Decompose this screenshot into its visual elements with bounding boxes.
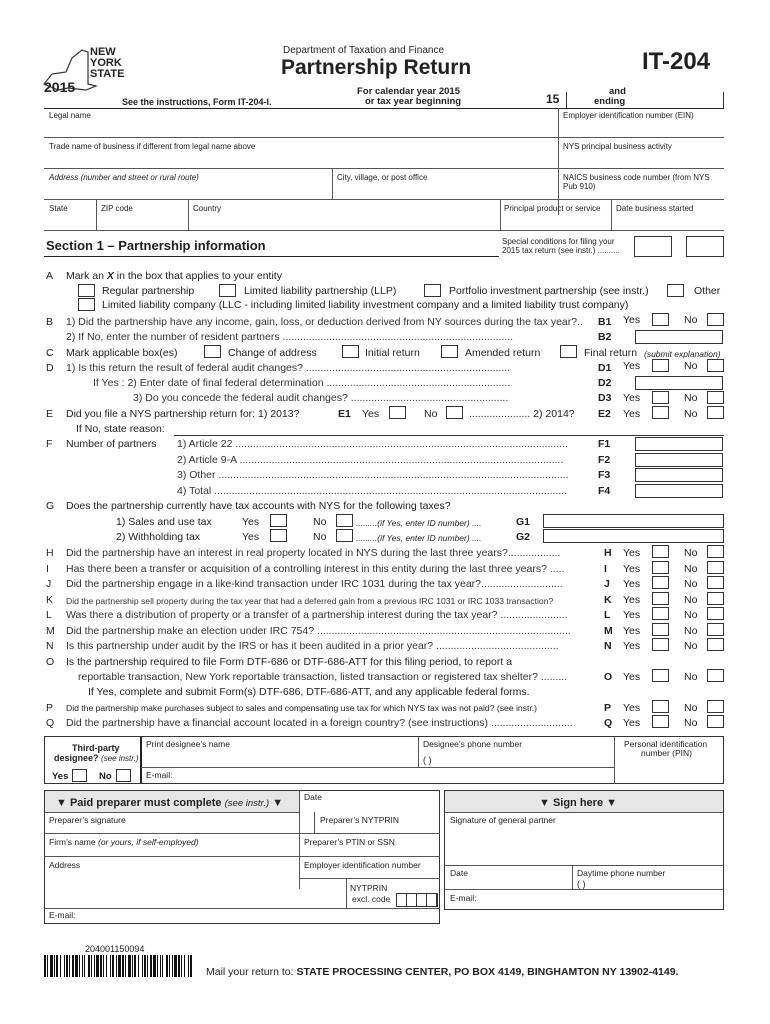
row-d1-text: 1) Is this return the result of federal audit changes? ......................................................................	[66, 362, 511, 374]
calendar-year: For calendar year 2015	[357, 86, 460, 97]
row-no-checkbox[interactable]	[707, 638, 724, 651]
barcode-bar	[169, 955, 170, 977]
barcode-bar	[153, 955, 156, 977]
g1-id-field[interactable]	[543, 514, 724, 528]
row-question: Did the partnership sell property during the tax year that had a deferred gain from a previous IRC 1031 or IRC 1033 transaction?	[66, 595, 554, 606]
change-address-label: Change of address	[228, 347, 317, 359]
row-letter: J	[46, 578, 52, 590]
row-letter: I	[46, 562, 49, 575]
e-reason-field[interactable]	[174, 420, 724, 436]
code-g1: G1	[516, 516, 531, 528]
row-letter: M	[46, 624, 55, 637]
row-d2-text: If Yes : 2) Enter date of final federal determination ...............................................................	[93, 377, 511, 389]
g2-note: .........(if Yes, enter ID number) ....	[356, 533, 482, 543]
row-letter: H	[46, 547, 54, 559]
change-address-checkbox[interactable]	[204, 345, 221, 358]
row-code: N	[604, 640, 612, 652]
d2-answer-box[interactable]	[635, 376, 723, 390]
f-row-label: 3) Other ........................................................................................................................	[177, 469, 569, 481]
barcode-bar	[157, 955, 158, 977]
no-e1-checkbox[interactable]	[446, 406, 463, 419]
preparer-signature-label: Preparer’s signature	[49, 815, 126, 825]
barcode-bar	[150, 955, 152, 977]
barcode-bar	[174, 955, 177, 977]
no-o-label: No	[684, 671, 698, 683]
row-no-label: No	[684, 547, 698, 559]
row-yes-checkbox[interactable]	[652, 638, 669, 651]
code-d1: D1	[598, 362, 612, 374]
ending-label: ending	[594, 96, 626, 107]
preparer-email-label: E-mail:	[49, 910, 76, 920]
barcode-bar	[96, 955, 99, 977]
f-row-answer-box[interactable]	[635, 437, 723, 451]
code-p: P	[604, 702, 612, 714]
f-row-code: F2	[598, 453, 611, 466]
row-a-letter: A	[46, 270, 54, 282]
yes-e2-label: Yes	[623, 408, 641, 420]
see-instructions: See the instructions, Form IT-204-I.	[122, 97, 272, 107]
row-b1-text: 1) Did the partnership have any income, gain, loss, or deduction derived from NY sources during the tax year?..	[66, 316, 583, 328]
barcode-bar	[88, 955, 90, 977]
no-e2-label: No	[684, 408, 698, 420]
barcode-bar	[44, 955, 46, 977]
regular-partnership-checkbox[interactable]	[78, 284, 95, 297]
no-d3-label: No	[684, 392, 698, 404]
f-row-label: 1) Article 22 ..................................................................................................................	[177, 438, 568, 450]
barcode-bar	[172, 955, 173, 977]
designee-phone-format[interactable]: ( )	[423, 755, 432, 765]
row-yes-label: Yes	[623, 609, 641, 621]
special-conditions-2: 2015 tax return (see instr.) ..........	[502, 246, 620, 255]
no-e2-checkbox[interactable]	[707, 406, 724, 419]
yes-d1-checkbox[interactable]	[652, 359, 669, 372]
row-no-checkbox[interactable]	[707, 623, 724, 636]
barcode-bar	[54, 955, 55, 977]
barcode-bar	[100, 955, 102, 977]
barcode-bar	[118, 955, 121, 977]
designee-email-label: E-mail:	[146, 770, 173, 780]
preparer-date-label: Date	[304, 792, 322, 802]
designee-no-checkbox[interactable]	[116, 769, 131, 782]
f-row-label: 4) Total .........................................................................................................................	[177, 484, 568, 497]
general-partner-signature-label: Signature of general partner	[450, 815, 556, 825]
row-b-letter: B	[46, 316, 54, 328]
barcode-number: 204001150094	[85, 944, 145, 954]
final-return-note: (submit explanation)	[644, 349, 721, 359]
yes-g1-label: Yes	[242, 516, 260, 528]
code-o: O	[604, 671, 613, 683]
barcode-bar	[64, 955, 65, 977]
row-q-letter: Q	[46, 717, 55, 729]
barcode-bar	[84, 955, 85, 977]
yes-d3-label: Yes	[623, 392, 641, 404]
row-e-text: Did you file a NYS partnership return for: 1) 2013?	[66, 408, 300, 420]
yes-o-label: Yes	[623, 671, 641, 683]
row-c-text: Mark applicable box(es)	[66, 347, 178, 359]
barcode-bar	[66, 955, 68, 977]
yes-d1-label: Yes	[623, 360, 641, 372]
form-year: 2015	[44, 79, 76, 95]
legal-name-label: Legal name	[49, 111, 91, 120]
designee-no-label: No	[99, 771, 112, 782]
row-yes-checkbox[interactable]	[652, 576, 669, 589]
row-yes-checkbox[interactable]	[652, 545, 669, 558]
row-no-checkbox[interactable]	[707, 592, 724, 605]
logo-york: YORK	[90, 57, 122, 69]
f-row-answer-box[interactable]	[635, 484, 723, 498]
other-entity-label: Other	[694, 285, 721, 297]
barcode-bar	[160, 955, 161, 977]
row-no-label: No	[684, 578, 698, 590]
f-row-answer-box[interactable]	[635, 453, 723, 467]
final-return-checkbox[interactable]	[560, 345, 577, 358]
designee-pin-label-2: number (PIN)	[641, 748, 693, 758]
firm-name-label: Firm’s name (or yours, if self-employed)	[49, 837, 199, 847]
barcode-bar	[82, 955, 83, 977]
row-no-checkbox[interactable]	[707, 561, 724, 574]
row-no-label: No	[684, 609, 698, 621]
yes-g2-checkbox[interactable]	[270, 529, 287, 542]
zip-label: ZIP code	[101, 204, 133, 213]
row-code: K	[604, 593, 612, 606]
row-f-text: Number of partners	[66, 438, 157, 450]
state-label: State	[49, 204, 68, 213]
row-q-text: Did the partnership have a financial account located in a foreign country? (see instructions) ............................	[66, 717, 573, 729]
year-box-value: 15	[546, 92, 560, 106]
barcode-bar	[91, 955, 92, 977]
barcode-bar	[94, 955, 95, 977]
trade-name-label: Trade name of business if different from legal name above	[49, 142, 256, 151]
yes-e1-checkbox[interactable]	[389, 406, 406, 419]
row-question: Did the partnership have an interest in real property located in NYS during the last three years?..................	[66, 547, 561, 559]
row-yes-label: Yes	[623, 624, 641, 637]
yes-d3-checkbox[interactable]	[652, 391, 669, 404]
barcode-bar	[60, 955, 61, 977]
row-no-checkbox[interactable]	[707, 545, 724, 558]
no-p-checkbox[interactable]	[707, 700, 724, 713]
row-letter: N	[46, 640, 54, 652]
no-q-label: No	[684, 717, 698, 729]
row-o-line1: Is the partnership required to file Form DTF-686 or DTF-686-ATT for this filing period, to report a	[66, 656, 513, 668]
barcode-bar	[190, 955, 192, 977]
principal-activity-label: NYS principal business activity	[563, 142, 672, 151]
row-p-letter: P	[46, 702, 54, 714]
mail-address: Mail your return to: STATE PROCESSING CENTER, PO BOX 4149, BINGHAMTON NY 13902-4149.	[206, 966, 679, 978]
amended-return-label: Amended return	[465, 347, 541, 359]
no-g2-label: No	[313, 531, 327, 543]
row-e2-text: ..................... 2) 2014?	[469, 408, 575, 420]
code-b2: B2	[598, 331, 612, 343]
barcode-bar	[122, 955, 124, 977]
b2-answer-box[interactable]	[635, 330, 723, 344]
logo-new: NEW	[90, 46, 116, 58]
row-no-label: No	[684, 624, 698, 637]
city-label: City, village, or post office	[337, 173, 428, 182]
designee-yes-label: Yes	[52, 771, 69, 782]
row-f-letter: F	[46, 438, 53, 450]
designee-label-1: Third-party	[72, 743, 120, 753]
llc-checkbox[interactable]	[78, 298, 95, 311]
portfolio-partnership-checkbox[interactable]	[424, 284, 441, 297]
row-yes-checkbox[interactable]	[652, 623, 669, 636]
initial-return-label: Initial return	[365, 347, 420, 359]
sign-here-header: ▼ Sign here ▼	[539, 797, 618, 809]
barcode-bar	[116, 955, 117, 977]
no-d3-checkbox[interactable]	[707, 391, 724, 404]
no-o-checkbox[interactable]	[707, 669, 724, 682]
row-no-label: No	[684, 562, 698, 575]
yes-e1-label: Yes	[362, 408, 380, 420]
barcode-bar	[138, 955, 139, 977]
barcode-bar	[128, 955, 131, 977]
barcode-bar	[132, 955, 133, 977]
naics-label: NAICS business code number (from NYS Pub 910)	[563, 173, 710, 191]
barcode-bar	[125, 955, 126, 977]
yes-e2-checkbox[interactable]	[652, 406, 669, 419]
address-label: Address (number and street or rural route)	[49, 173, 199, 182]
row-letter: L	[46, 609, 52, 621]
f-row-answer-box[interactable]	[635, 468, 723, 482]
amended-return-checkbox[interactable]	[441, 345, 458, 358]
designee-phone-label: Designee’s phone number	[423, 739, 523, 749]
portfolio-partnership-label: Portfolio investment partnership (see instr.)	[449, 285, 649, 297]
preparer-ein-label: Employer identification number	[304, 860, 421, 870]
code-b1: B1	[598, 316, 612, 328]
special-cond-box-2[interactable]	[686, 236, 724, 257]
no-b1-checkbox[interactable]	[707, 313, 724, 326]
llc-label: Limited liability company (LLC - including limited liability investment company and a limited liability trust company)	[102, 299, 629, 311]
llp-checkbox[interactable]	[219, 284, 236, 297]
designee-yes-checkbox[interactable]	[72, 769, 87, 782]
barcode-bar	[72, 955, 74, 977]
logo-state: STATE	[90, 68, 125, 80]
row-b2-text: 2) If No, enter the number of resident partners ...............................................................................	[66, 331, 513, 343]
yes-q-checkbox[interactable]	[652, 715, 669, 728]
section1-title: Section 1 – Partnership information	[46, 238, 266, 253]
special-cond-box-1[interactable]	[634, 236, 672, 257]
ein-label: Employer identification number (EIN)	[563, 111, 694, 120]
row-yes-label: Yes	[623, 578, 641, 590]
f-row-code: F1	[598, 438, 611, 450]
barcode-bar	[103, 955, 104, 977]
designee-label-2: designee? (see instr.)	[54, 753, 139, 763]
sign-date-label: Date	[450, 868, 468, 878]
daytime-phone-label: Daytime phone number	[577, 868, 666, 878]
barcode-bar	[112, 955, 114, 977]
g1-label: 1) Sales and use tax	[116, 516, 212, 528]
barcode-bar	[188, 955, 189, 977]
yes-b1-checkbox[interactable]	[652, 313, 669, 326]
row-o-line3: If Yes, complete and submit Form(s) DTF-686, DTF-686-ATT, and any applicable federal forms.	[88, 686, 530, 698]
no-g1-checkbox[interactable]	[336, 514, 353, 527]
g2-id-field[interactable]	[543, 529, 724, 543]
no-b1-label: No	[684, 314, 698, 326]
row-e-letter: E	[46, 408, 54, 420]
row-question: Is this partnership under audit by the IRS or has it been audited in a prior year? ..........................................	[66, 640, 559, 652]
form-title: Partnership Return	[281, 56, 472, 79]
yes-g2-label: Yes	[242, 531, 260, 543]
initial-return-checkbox[interactable]	[342, 345, 359, 358]
country-label: Country	[193, 204, 222, 213]
barcode-bar	[184, 955, 185, 977]
e-reason-label: If No, state reason:	[76, 423, 165, 435]
code-e1: E1	[338, 408, 351, 420]
no-g1-label: No	[313, 516, 327, 528]
barcode-bar	[75, 955, 78, 977]
f-row-code: F4	[598, 484, 611, 497]
preparer-ptin-label: Preparer’s PTIN or SSN	[304, 837, 395, 847]
row-code: J	[604, 578, 610, 590]
row-code: M	[604, 624, 613, 637]
row-yes-label: Yes	[623, 547, 641, 559]
row-no-label: No	[684, 593, 698, 606]
yes-p-checkbox[interactable]	[652, 700, 669, 713]
sign-email-label: E-mail:	[450, 893, 477, 903]
preparer-header: ▼ Paid preparer must complete (see instr.) ▼	[56, 797, 284, 809]
row-d-letter: D	[46, 362, 54, 374]
row-o-letter: O	[46, 656, 55, 668]
barcode-image	[44, 955, 194, 977]
no-p-label: No	[684, 702, 698, 714]
final-return-label: Final return	[584, 347, 638, 359]
barcode-bar	[162, 955, 163, 977]
barcode-bar	[142, 955, 143, 977]
barcode-bar	[47, 955, 48, 977]
row-letter: K	[46, 593, 54, 606]
barcode-bar	[50, 955, 53, 977]
no-e1-label: No	[424, 408, 438, 420]
row-c-letter: C	[46, 347, 54, 359]
designee-pin-label-1: Personal identification	[624, 739, 708, 749]
principal-product-label: Principal product or service	[504, 204, 601, 213]
no-d1-label: No	[684, 360, 698, 372]
date-started-label: Date business started	[616, 204, 694, 213]
llp-label: Limited liability partnership (LLP)	[244, 285, 397, 297]
special-conditions-1: Special conditions for filing your	[502, 237, 615, 246]
row-yes-checkbox[interactable]	[652, 561, 669, 574]
row-code: L	[604, 609, 611, 621]
f-row-code: F3	[598, 469, 611, 481]
row-o-line2: reportable transaction, New York reportable transaction, listed transaction or registered tax shelter? .........	[78, 671, 568, 683]
regular-partnership-label: Regular partnership	[102, 285, 195, 297]
no-q-checkbox[interactable]	[707, 715, 724, 728]
yes-q-label: Yes	[623, 717, 641, 729]
g2-label: 2) Withholding tax	[116, 531, 201, 543]
barcode-bar	[134, 955, 136, 977]
designee-name-label: Print designee’s name	[146, 739, 230, 749]
code-e2: E2	[598, 408, 611, 420]
row-no-checkbox[interactable]	[707, 576, 724, 589]
code-d3: D3	[598, 392, 612, 404]
barcode-bar	[56, 955, 58, 977]
barcode-bar	[110, 955, 111, 977]
row-yes-label: Yes	[623, 593, 641, 606]
yes-g1-checkbox[interactable]	[270, 514, 287, 527]
row-question: Did the partnership make an election under IRC 754? .......................................................................................	[66, 624, 571, 637]
other-entity-checkbox[interactable]	[667, 284, 684, 297]
barcode-bar	[79, 955, 80, 977]
barcode-bar	[69, 955, 70, 977]
row-no-checkbox[interactable]	[707, 607, 724, 620]
daytime-phone-format[interactable]: ( )	[577, 879, 586, 889]
row-a-text: Mark an X in the box that applies to your entity	[66, 270, 282, 282]
preparer-address-label: Address	[49, 860, 81, 870]
and-label: and	[609, 86, 626, 97]
form-id: IT-204	[642, 48, 711, 75]
row-yes-label: Yes	[623, 562, 641, 575]
nytprin-excl-1: NYTPRIN	[350, 883, 388, 893]
row-d3-text: 3) Do you concede the federal audit changes? ......................................................	[133, 392, 509, 404]
barcode-bar	[178, 955, 180, 977]
legal-name-field[interactable]	[44, 120, 557, 137]
nytprin-excl-box[interactable]	[396, 893, 438, 907]
f-row-label: 2) Article 9-A ...............................................................................................................	[177, 453, 564, 466]
code-g2: G2	[516, 531, 531, 543]
row-g-text: Does the partnership currently have tax accounts with NYS for the following taxes?	[66, 500, 451, 512]
end-date-box[interactable]	[632, 92, 724, 109]
code-q: Q	[604, 717, 613, 729]
g1-note: .........(if Yes, enter ID number) ....	[356, 518, 482, 528]
row-yes-checkbox[interactable]	[652, 592, 669, 605]
row-no-label: No	[684, 640, 698, 652]
yes-o-checkbox[interactable]	[652, 669, 669, 682]
barcode-bar	[166, 955, 168, 977]
no-d1-checkbox[interactable]	[707, 359, 724, 372]
no-g2-checkbox[interactable]	[336, 529, 353, 542]
row-question: Has there been a transfer or acquisition of a controlling interest in this entity during the last three years? .....	[66, 562, 565, 575]
tax-year-beginning: or tax year beginning	[365, 96, 462, 107]
row-code: H	[604, 547, 612, 559]
preparer-nytprin-label: Preparer’s NYTPRIN	[320, 815, 400, 825]
yes-p-label: Yes	[623, 702, 641, 714]
row-g-letter: G	[46, 500, 55, 512]
row-question: Was there a distribution of property or a transfer of a partnership interest during the tax year? .......................	[66, 609, 568, 621]
yes-b1-label: Yes	[623, 314, 641, 326]
barcode-bar	[181, 955, 182, 977]
code-d2: D2	[598, 377, 612, 389]
row-question: Did the partnership engage in a like-kind transaction under IRC 1031 during the tax year?............................	[66, 578, 563, 590]
department-name: Department of Taxation and Finance	[283, 45, 445, 56]
nytprin-excl-2: excl. code	[352, 894, 391, 904]
barcode-bar	[106, 955, 107, 977]
row-p-text: Did the partnership make purchases subject to sales and compensating use tax for which NYS tax was not paid? (see instr.)	[66, 703, 537, 713]
row-code: I	[604, 562, 607, 575]
row-yes-label: Yes	[623, 640, 641, 652]
row-yes-checkbox[interactable]	[652, 607, 669, 620]
barcode-bar	[144, 955, 146, 977]
barcode-bar	[147, 955, 148, 977]
